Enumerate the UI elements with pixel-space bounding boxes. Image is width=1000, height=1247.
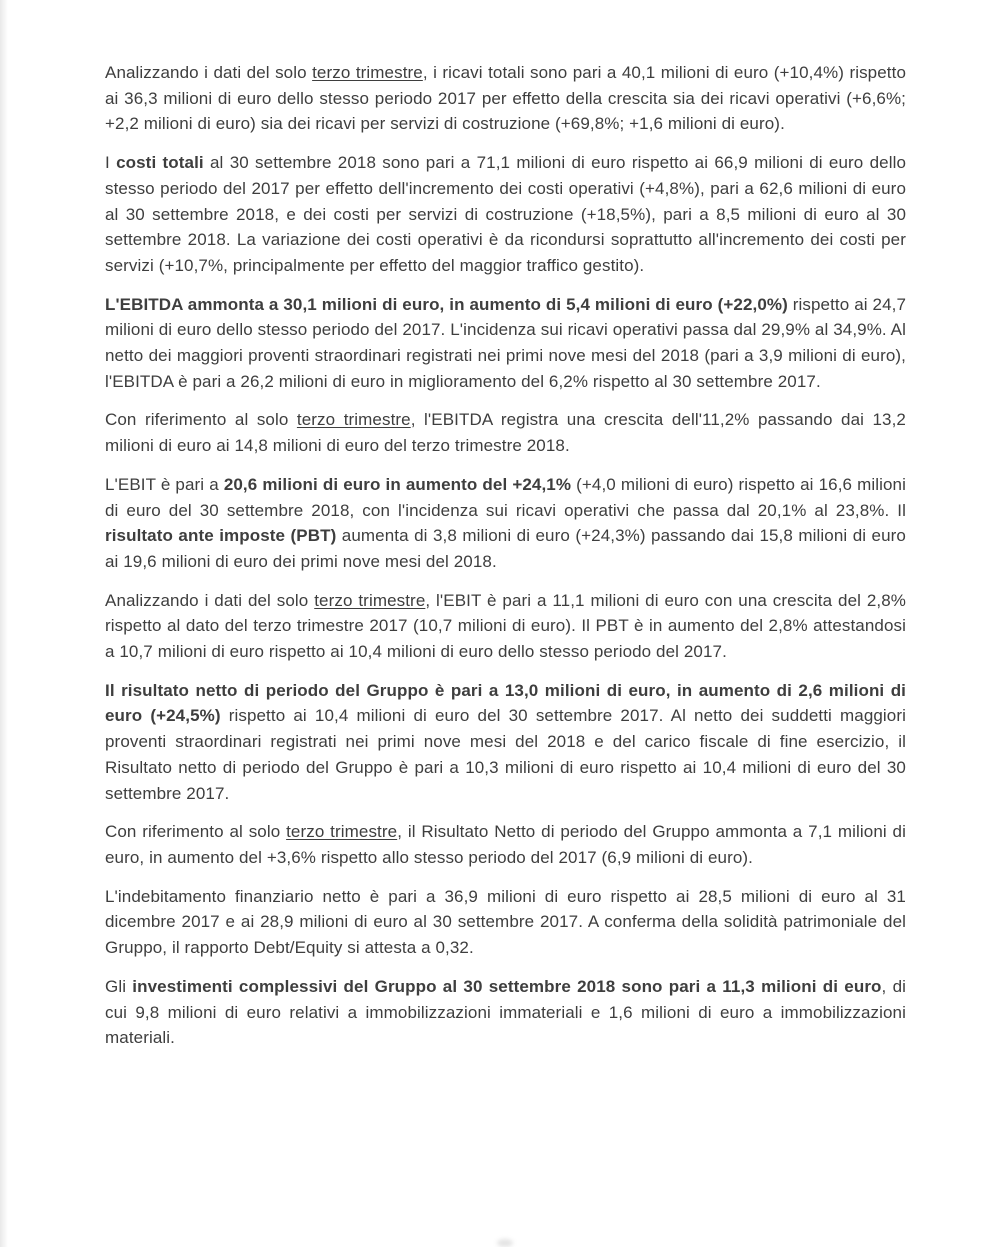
paragraph: [105, 819, 906, 870]
text-run: Analizzando i dati del solo: [105, 63, 313, 82]
text-run: L'indebitamento finanziario netto è pari a 36,9 milioni di euro rispetto ai 28,5 milioni di euro al 31 dicembre 2017 e ai 28,9 milioni di euro al 30 settembre 2017. A conferma della solidità patrimoniale del Gruppo, il rapporto Debt/Equity si attesta a 0,32.: [105, 886, 906, 958]
page-edge-shadow: [0, 0, 8, 1247]
text-run: , il Risultato Netto di periodo del Gruppo ammonta a 7,1 milioni di euro, in aumento del +3,6% rispetto allo stesso periodo del 2017 (6,9 milioni di euro).: [105, 822, 906, 867]
text-run: Analizzando i dati del solo: [105, 590, 315, 610]
paragraph: [105, 884, 906, 961]
text-run: rispetto ai 24,7 milioni di euro dello stesso periodo del 2017. L'incidenza sui ricavi operativi passa dal 29,9% al 34,9%. Al netto dei maggiori proventi straordinari registrati nei primi nove mesi del 2018 (pari a 3,9 milioni di euro), l'EBITDA è pari a 26,2 milioni di euro in miglioramento del 6,2% rispetto al 30 settembre 2017.: [105, 294, 906, 391]
text-run: , l'EBIT è pari a 11,1 milioni di euro con una crescita del 2,8% rispetto al dato del terzo trimestre 2017 (10,7 milioni di euro). Il PBT è in aumento del 2,8% attestandosi a 10,7 milioni di euro rispetto ai 10,4 milioni di euro dello stesso periodo del 2017.: [105, 590, 906, 662]
paragraph: [105, 678, 906, 807]
page-number-artifact: [497, 1239, 513, 1247]
paragraph: [105, 407, 906, 458]
paragraph: [105, 150, 906, 279]
text-run: , l'EBITDA registra una crescita dell'11,2% passando dai 13,2 milioni di euro ai 14,8 milioni di euro del terzo trimestre 2018.: [105, 410, 906, 456]
paragraph: [105, 292, 906, 395]
text-run: I: [105, 153, 117, 173]
underlined-run: terzo trimestre: [296, 410, 411, 430]
paragraph: [105, 472, 906, 575]
text-run: Gli: [105, 976, 133, 996]
paragraph: [105, 60, 906, 137]
text-run: al 30 settembre 2018 sono pari a 71,1 milioni di euro rispetto ai 66,9 milioni di euro dello stesso periodo del 2017 per effetto dell'incremento dei costi operativi (+4,8%), pari a 62,6 milioni di euro al 30 settembre 2018, e dei costi per servizi di costruzione (+18,5%), pari a 8,5 milioni di euro al 30 settembre 2018. La variazione dei costi operativi è da ricondursi soprattutto all'incremento dei costi per servizi (+10,7%, principalmente per effetto del maggior traffico gestito).: [105, 153, 907, 275]
underlined-run: terzo trimestre: [312, 63, 423, 82]
text-run: aumenta di 3,8 milioni di euro (+24,3%) passando dai 15,8 milioni di euro ai 19,6 milioni di euro dei primi nove mesi del 2018.: [105, 526, 906, 571]
underlined-run: terzo trimestre: [314, 590, 426, 610]
bold-run: Il risultato netto di periodo del Gruppo è pari a 13,0 milioni di euro, in aumento di 2,6 milioni di euro (+24,5%): [105, 680, 906, 726]
text-run: , i ricavi totali sono pari a 40,1 milioni di euro (+10,4%) rispetto ai 36,3 milioni di euro dello stesso periodo 2017 per effetto della crescita sia dei ricavi operativi (+6,6%; +2,2 milioni di euro) sia dei ricavi per servizi di costruzione (+69,8%; +1,6 milioni di euro).: [105, 63, 906, 134]
bold-run: 20,6 milioni di euro in aumento del +24,1%: [223, 474, 572, 494]
document-page: [105, 60, 906, 1064]
bold-run: costi totali: [116, 153, 204, 173]
text-run: , di cui 9,8 milioni di euro relativi a immobilizzazioni immateriali e 1,6 milioni di euro a immobilizzazioni materiali.: [105, 976, 906, 1048]
text-run: L'EBIT è pari a: [105, 474, 224, 494]
text-run: Con riferimento al solo: [105, 410, 297, 430]
bold-run: investimenti complessivi del Gruppo al 30 settembre 2018 sono pari a 11,3 milioni di euro: [132, 976, 882, 996]
text-run: rispetto ai 10,4 milioni di euro del 30 settembre 2017. Al netto dei suddetti maggiori proventi straordinari registrati nei primi nove mesi del 2018 e del carico fiscale di fine esercizio, il Risultato netto di periodo del Gruppo è pari a 10,3 milioni di euro rispetto ai 10,4 milioni di euro del 30 settembre 2017.: [105, 706, 906, 803]
text-run: Con riferimento al solo: [105, 822, 287, 842]
underlined-run: terzo trimestre: [286, 822, 398, 842]
bold-run: risultato ante imposte (PBT): [105, 526, 337, 546]
text-run: (+4,0 milioni di euro) rispetto ai 16,6 milioni di euro del 30 settembre 2018, con l'incidenza sui ricavi operativi che passa dal 20,1% al 23,8%. Il: [105, 474, 906, 520]
bold-run: L'EBITDA ammonta a 30,1 milioni di euro, in aumento di 5,4 milioni di euro (+22,0%): [105, 294, 788, 314]
paragraph: [105, 588, 906, 665]
paragraph: [105, 974, 906, 1051]
